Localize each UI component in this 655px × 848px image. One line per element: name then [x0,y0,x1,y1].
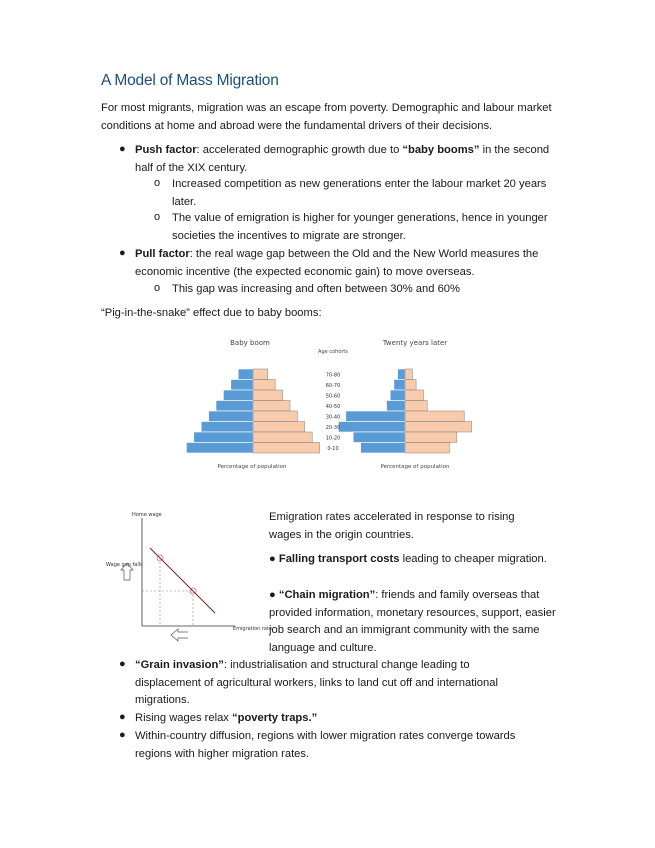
page-title: A Model of Mass Migration [101,72,279,89]
male-bar [194,432,253,443]
intro-paragraph: For most migrants, migration was an escape from poverty. Demographic and labour market conditions at home and abroad were the fundamental drivers of their decisions. [101,102,552,132]
pull-sub-item-1: This gap was increasing and often between 30% and 60% [172,283,460,295]
chain-bold: “Chain migration” [278,589,376,601]
bullet-icon: ● [119,658,126,670]
female-bar [253,443,320,454]
male-bar [216,401,253,412]
push-emph: “baby booms” [402,144,480,156]
age-label: 30-40 [325,414,341,421]
age-header: Age cohorts [318,349,348,355]
male-bar [387,401,406,412]
push-text-a: : accelerated demographic growth due to [196,144,403,156]
female-bar [405,401,427,412]
sub-bullet-icon: o [154,282,161,294]
bullet-icon: ● [119,711,126,723]
chain-migration-item [269,587,559,657]
grain-bold: “Grain invasion” [135,659,224,671]
emigration-intro: Emigration rates accelerated in response to rising wages in the origin countries. [269,511,515,541]
female-bar [405,380,416,391]
age-labels [326,373,341,453]
push-label: Push factor [135,144,197,156]
y-label: Home wage [132,512,162,518]
poverty-bold: “poverty traps.” [232,712,318,724]
age-label: 20-30 [325,425,341,431]
male-bar [394,380,405,391]
male-bar [398,369,405,380]
pull-label: Pull factor [135,248,190,260]
male-bar [353,432,405,443]
right-pyramid-title: Twenty years later [382,339,448,347]
push-text-b: in the second half of the XIX century. [135,144,550,174]
bullet-icon: ● [119,247,126,259]
push-factor-item [135,142,560,177]
age-label: 70-80 [325,372,341,379]
male-bar [338,422,405,433]
right-x-label: Percentage of population [380,464,450,470]
female-bar [405,390,424,401]
arrow-label: Wage gap falls [106,562,143,568]
age-label: 60-70 [325,383,341,389]
population-pyramids [180,333,485,473]
left-arrow-icon [171,629,188,641]
bullet-icon: ● [119,143,126,155]
transport-rest: leading to cheaper migration. [399,553,547,565]
female-bar [253,422,305,433]
left-pyramid-title: Baby boom [230,339,270,347]
transport-costs-item [269,551,554,569]
female-bar [253,380,275,391]
bullet-icon: ● [119,729,126,741]
wage-migration-diagram [100,508,273,643]
male-bar [209,411,253,422]
chain-rest: : friends and family overseas that provided information, monetary resources, support, easier job search and an immigrant community with the same language and culture. [269,589,556,654]
transport-bold: Falling transport costs [278,553,400,565]
pull-text: : the real wage gap between the Old and the New World measures the economic incentive (the expected economic gain) to move overseas. [135,248,539,278]
age-label: 40-50 [325,404,341,410]
male-bar [186,443,253,454]
female-bar [253,390,283,401]
male-bar [346,411,405,422]
male-bar [231,380,253,391]
push-sub-item-2: The value of emigration is higher for younger generations, hence in younger societies the incentives to migrate are stronger. [172,212,548,242]
sub-bullet-icon: o [154,177,161,189]
bullet-icon: ● [269,589,279,601]
female-bar [405,422,472,433]
push-sub-item-1: Increased competition as new generations enter the labour market 20 years later. [172,178,547,208]
male-bar [390,390,405,401]
later-pyramid [338,369,471,453]
bullet-icon: ● [269,553,279,565]
grain-rest: : industrialisation and structural change leading to displacement of agricultural workers, links to land cut off and international migrations. [135,659,498,707]
poverty-text: Rising wages relax [135,712,233,724]
female-bar [253,432,312,443]
female-bar [405,369,412,380]
age-label: 0-10 [327,446,339,452]
poverty-traps-item [135,710,560,728]
male-bar [361,443,405,454]
x-label: Emigration rate [233,626,273,632]
age-label: 50-60 [325,393,341,400]
female-bar [253,411,297,422]
pig-caption: “Pig-in-the-snake” effect due to baby booms: [101,307,322,319]
male-bar [201,422,253,433]
female-bar [253,369,268,380]
pull-factor-item [135,246,565,281]
female-bar [405,432,457,443]
male-bar [238,369,253,380]
left-x-label: Percentage of population [217,464,287,470]
female-bar [405,443,449,454]
female-bar [405,411,464,422]
diffusion-item: Within-country diffusion, regions with lower migration rates converge towards regions with higher migration rates. [135,730,516,760]
grain-invasion-item [135,657,535,710]
male-bar [223,390,253,401]
sub-bullet-icon: o [154,211,161,223]
baby-boom-pyramid [186,369,319,453]
age-label: 10-20 [325,435,341,442]
female-bar [253,401,290,412]
